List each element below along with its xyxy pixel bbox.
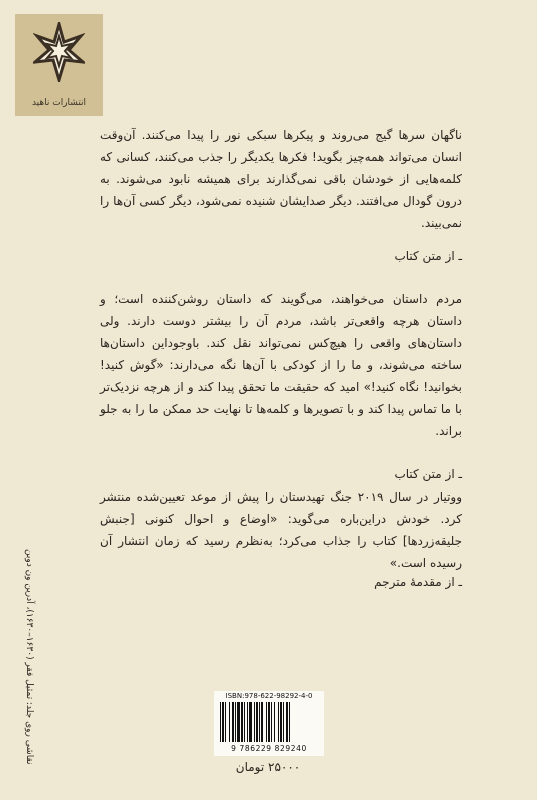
quote-3-attribution-wrap — [100, 572, 462, 592]
barcode-number: 9 786229 829240 — [231, 744, 307, 753]
quote-3 — [100, 486, 462, 574]
quote-text: ووتیار در سال ۲۰۱۹ جنگ تهیدستان را پیش از موعد تعیین‌شده منتشر کرد. خودش دراین‌باره می‌گوید: «اوضاع و احوال کنونی [جنبش جلیقه‌زردها] کتاب را جذاب می‌کرد؛ به‌نظرم رسید که زمان انتشار آن رسیده است.» — [100, 490, 462, 570]
quote-attribution: ـ از متن کتاب — [394, 467, 462, 481]
barcode-box — [214, 691, 324, 756]
star-logo-icon — [33, 22, 85, 82]
publisher-logo — [15, 14, 103, 116]
quote-2-attribution-wrap — [100, 464, 462, 484]
publisher-name: انتشارات ناهید — [31, 98, 87, 108]
isbn-label: ISBN:978-622-98292-4-0 — [225, 692, 313, 700]
quote-1 — [100, 124, 462, 234]
quote-text: مردم داستان می‌خواهند، می‌گویند که داستان روشن‌کننده است؛ و داستان هرچه واقعی‌تر باشد، مردم آن را بیشتر دوست دارند. ولی داستان‌های واقعی را هیچ‌کس نمی‌تواند نقل کند. باوجوداین داستان‌ها ساخته می‌شوند، و ما را از کودکی با آن‌ها نگه می‌دارند: «گوش کنید! بخوانید! نگاه کنید!» امید که حقیقت ما تحقق پیدا کند و از هرچه نزدیک‌تر با ما تماس پیدا کند و با تصویرها و کلمه‌ها تا نهایت حد ممکن ما را به جلو براند. — [100, 292, 462, 438]
cover-art-credit: نقاشی روی جلد: تمثیل فقر (۱۶۳۰–۱۶۳۰)، آدرین ون دوبن — [24, 549, 34, 765]
quote-text: ناگهان سرها گیج می‌روند و پیکرها سبکی نور را پیدا می‌کنند. آن‌وقت انسان می‌تواند همه‌چیز بگوید! فکرها یکدیگر را جذب می‌کنند، کسانی که کلمه‌هایی از خودشان باقی نمی‌گذارند برای همیشه نابود می‌شوند. به درون گودال می‌افتند. دیگر صدایشان شنیده نمی‌شود، دیگر کسی آن‌ها را نمی‌بیند. — [100, 128, 462, 230]
price-label: ۲۵۰۰۰ تومان — [235, 760, 301, 774]
quote-1-attribution-wrap — [100, 246, 462, 266]
quote-attribution: ـ از مقدمهٔ مترجم — [374, 575, 462, 589]
barcode-bars — [220, 702, 318, 742]
quote-2 — [100, 288, 462, 442]
quote-attribution: ـ از متن کتاب — [394, 249, 462, 263]
